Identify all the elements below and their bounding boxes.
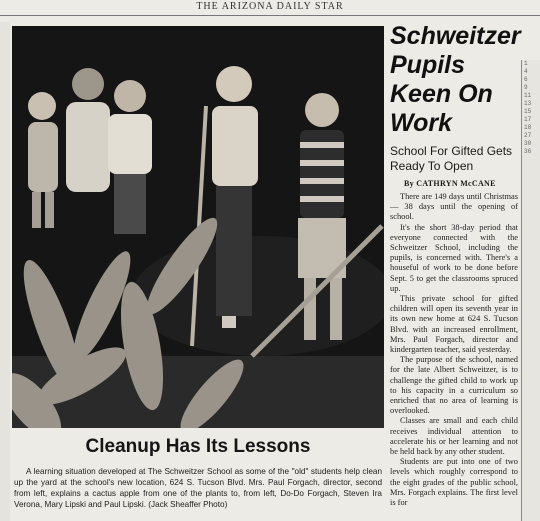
fragment-text: 6 xyxy=(524,76,528,83)
fragment-text: 18 xyxy=(524,124,532,131)
article-byline: By CATHRYN McCANE xyxy=(404,179,496,188)
article-paragraph: Classes are small and each child receives individual attention to accelerate his or her learning and not be held back by any other student. xyxy=(390,416,518,457)
left-column-fragment xyxy=(0,22,10,521)
photo-caption-text: A learning situation developed at The Schweitzer School as some of the "old" students help clean up the yard at the school's new location, 624 S. Tucson Blvd. Mrs. Paul Forgach, director, second from left, explains a cactus apple from one of the plants to, from left, Do-Do Forgach, Steven Ira Verona, Mary Lipski and Paul Lipski. (Jack Sheaffer Photo) xyxy=(14,467,382,509)
article-paragraph: The purpose of the school, named for the late Albert Schweitzer, is to challenge the gifted child to work up to his capacity in a curriculum so enriched that no area of learning is overlooked. xyxy=(390,355,518,416)
article-paragraph: There are 149 days until Christmas — 38 days until the opening of school. xyxy=(390,192,518,222)
photo-illustration xyxy=(12,26,384,428)
masthead-rule xyxy=(0,15,540,16)
fragment-text: 4 xyxy=(524,68,528,75)
fragment-text: 27 xyxy=(524,132,532,139)
fragment-text: 15 xyxy=(524,108,532,115)
fragment-text: 30 xyxy=(524,140,532,147)
fragment-text: 11 xyxy=(524,92,532,99)
fragment-text: 1 xyxy=(524,60,528,67)
news-photo xyxy=(12,26,384,428)
fragment-text: 17 xyxy=(524,116,532,123)
photo-caption-headline: Cleanup Has Its Lessons xyxy=(85,436,311,457)
fragment-text: 9 xyxy=(524,84,528,91)
fragment-text: 13 xyxy=(524,100,532,107)
adult-figure xyxy=(66,68,110,192)
article-headline: Schweitzer Pupils Keen On Work xyxy=(390,22,521,137)
article-paragraph: Students are put into one of two levels which roughly correspond to the eight grades of the public school, Mrs. Forgach explains. The first level is for xyxy=(390,457,518,508)
right-column-fragment xyxy=(521,60,540,521)
article-paragraph: It's the short 38-day period that everyone connected with the Schweitzer School, including the pupils, is concerned with. There's a houseful of work to be done before Sept. 5 to get the classrooms spruced up. xyxy=(390,222,518,293)
fragment-text: 36 xyxy=(524,148,532,155)
article-paragraph: This private school for gifted children will open its seventh year in its own new home at 624 S. Tucson Blvd. with an increased enrollment, Mrs. Paul Forgach, director and kindergarten teacher, said yesterday. xyxy=(390,294,518,355)
article-deck: School For Gifted Gets Ready To Open xyxy=(390,144,513,173)
article-column xyxy=(390,22,521,508)
masthead: THE ARIZONA DAILY STAR xyxy=(196,1,344,12)
